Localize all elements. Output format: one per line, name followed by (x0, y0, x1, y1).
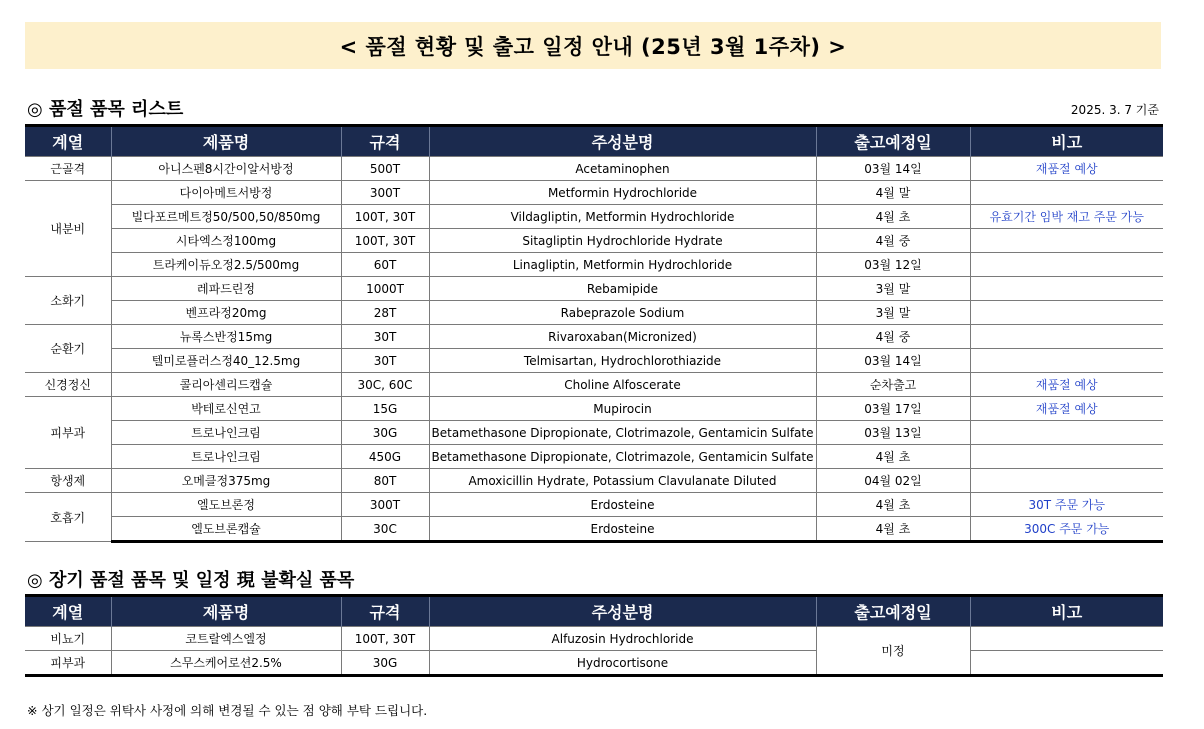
product-cell: 오메클정375mg (111, 469, 341, 493)
spec-cell: 30G (341, 651, 429, 676)
table-row (25, 325, 1163, 349)
header-note: 비고 (970, 596, 1163, 627)
table-row (25, 301, 1163, 325)
note-cell: 30T 주문 가능 (970, 493, 1163, 517)
table-row (25, 229, 1163, 253)
category-cell: 호흡기 (25, 493, 111, 542)
note-cell (970, 421, 1163, 445)
note-cell: 재품절 예상 (970, 397, 1163, 421)
product-cell: 트로나인크림 (111, 445, 341, 469)
product-cell: 시타엑스정100mg (111, 229, 341, 253)
product-cell: 박테로신연고 (111, 397, 341, 421)
table-row (25, 421, 1163, 445)
ingredient-cell: Rivaroxaban(Micronized) (429, 325, 816, 349)
spec-cell: 100T, 30T (341, 627, 429, 651)
header-category: 계열 (25, 126, 111, 157)
ingredient-cell: Hydrocortisone (429, 651, 816, 676)
header-spec: 규격 (341, 596, 429, 627)
table-row (25, 627, 1163, 651)
date-cell: 4월 초 (816, 493, 970, 517)
spec-cell: 300T (341, 181, 429, 205)
product-cell: 트로나인크림 (111, 421, 341, 445)
product-cell: 레파드린정 (111, 277, 341, 301)
spec-cell: 1000T (341, 277, 429, 301)
date-cell: 미정 (816, 627, 970, 676)
header-spec: 규격 (341, 126, 429, 157)
note-cell (970, 627, 1163, 651)
table-row (25, 373, 1163, 397)
product-cell: 빌다포르메트정50/500,50/850mg (111, 205, 341, 229)
note-cell (970, 651, 1163, 676)
note-cell (970, 325, 1163, 349)
ingredient-cell: Acetaminophen (429, 157, 816, 181)
ingredient-cell: Vildagliptin, Metformin Hydrochloride (429, 205, 816, 229)
product-cell: 아니스펜8시간이알서방정 (111, 157, 341, 181)
date-cell: 4월 말 (816, 181, 970, 205)
spec-cell: 30C, 60C (341, 373, 429, 397)
date-cell: 4월 중 (816, 325, 970, 349)
header-ingredient: 주성분명 (429, 596, 816, 627)
spec-cell: 30T (341, 325, 429, 349)
category-cell: 항생제 (25, 469, 111, 493)
product-cell: 벤프라정20mg (111, 301, 341, 325)
note-cell (970, 253, 1163, 277)
spec-cell: 30T (341, 349, 429, 373)
category-cell: 근골격 (25, 157, 111, 181)
page-title-banner (25, 22, 1161, 69)
category-cell: 신경정신 (25, 373, 111, 397)
ingredient-cell: Erdosteine (429, 493, 816, 517)
product-cell: 엘도브론캡슐 (111, 517, 341, 542)
header-note: 비고 (970, 126, 1163, 157)
ingredient-cell: Alfuzosin Hydrochloride (429, 627, 816, 651)
header-date: 출고예정일 (816, 596, 970, 627)
ingredient-cell: Telmisartan, Hydrochlorothiazide (429, 349, 816, 373)
note-cell: 재품절 예상 (970, 157, 1163, 181)
spec-cell: 80T (341, 469, 429, 493)
ingredient-cell: Amoxicillin Hydrate, Potassium Clavulanate Diluted (429, 469, 816, 493)
table-row (25, 157, 1163, 181)
table-row (25, 181, 1163, 205)
table-row (25, 517, 1163, 542)
header-date: 출고예정일 (816, 126, 970, 157)
header-product: 제품명 (111, 126, 341, 157)
spec-cell: 15G (341, 397, 429, 421)
note-cell (970, 181, 1163, 205)
ingredient-cell: Sitagliptin Hydrochloride Hydrate (429, 229, 816, 253)
soldout-table (25, 124, 1163, 543)
spec-cell: 100T, 30T (341, 229, 429, 253)
ingredient-cell: Choline Alfoscerate (429, 373, 816, 397)
spec-cell: 28T (341, 301, 429, 325)
date-cell: 4월 초 (816, 445, 970, 469)
date-cell: 4월 초 (816, 517, 970, 542)
category-cell: 피부과 (25, 651, 111, 676)
product-cell: 다이아메트서방정 (111, 181, 341, 205)
date-cell: 순차출고 (816, 373, 970, 397)
category-cell: 내분비 (25, 181, 111, 277)
note-cell (970, 277, 1163, 301)
product-cell: 스무스케어로션2.5% (111, 651, 341, 676)
date-cell: 03월 13일 (816, 421, 970, 445)
category-cell: 순환기 (25, 325, 111, 373)
ingredient-cell: Metformin Hydrochloride (429, 181, 816, 205)
date-cell: 03월 14일 (816, 349, 970, 373)
table-header-row (25, 126, 1163, 157)
table-header-row (25, 596, 1163, 627)
spec-cell: 450G (341, 445, 429, 469)
note-cell (970, 469, 1163, 493)
category-cell: 피부과 (25, 397, 111, 469)
date-cell: 3월 말 (816, 301, 970, 325)
ingredient-cell: Rebamipide (429, 277, 816, 301)
table-row (25, 253, 1163, 277)
date-cell: 03월 12일 (816, 253, 970, 277)
ingredient-cell: Linagliptin, Metformin Hydrochloride (429, 253, 816, 277)
spec-cell: 30C (341, 517, 429, 542)
table-row (25, 277, 1163, 301)
date-cell: 3월 말 (816, 277, 970, 301)
note-cell: 300C 주문 가능 (970, 517, 1163, 542)
header-category: 계열 (25, 596, 111, 627)
ingredient-cell: Mupirocin (429, 397, 816, 421)
basis-date: 2025. 3. 7 기준 (1070, 103, 1159, 117)
product-cell: 텔미로플러스정40_12.5mg (111, 349, 341, 373)
spec-cell: 100T, 30T (341, 205, 429, 229)
spec-cell: 500T (341, 157, 429, 181)
uncertain-table (25, 594, 1163, 677)
note-cell: 재품절 예상 (970, 373, 1163, 397)
table-row (25, 469, 1163, 493)
section1-heading: ◎ 품절 품목 리스트 (27, 99, 184, 120)
table-row (25, 445, 1163, 469)
table-row (25, 397, 1163, 421)
note-cell (970, 301, 1163, 325)
date-cell: 04월 02일 (816, 469, 970, 493)
date-cell: 03월 17일 (816, 397, 970, 421)
product-cell: 코트랄엑스엘정 (111, 627, 341, 651)
note-cell (970, 349, 1163, 373)
note-cell (970, 229, 1163, 253)
table-row (25, 349, 1163, 373)
product-cell: 엘도브론정 (111, 493, 341, 517)
table-row (25, 651, 1163, 676)
page-title: < 품절 현황 및 출고 일정 안내 (25년 3월 1주차) > (339, 34, 847, 59)
table-row (25, 205, 1163, 229)
header-product: 제품명 (111, 596, 341, 627)
header-ingredient: 주성분명 (429, 126, 816, 157)
product-cell: 콜리아센리드캡슐 (111, 373, 341, 397)
spec-cell: 300T (341, 493, 429, 517)
date-cell: 03월 14일 (816, 157, 970, 181)
ingredient-cell: Rabeprazole Sodium (429, 301, 816, 325)
ingredient-cell: Betamethasone Dipropionate, Clotrimazole, Gentamicin Sulfate (429, 421, 816, 445)
note-cell: 유효기간 임박 재고 주문 가능 (970, 205, 1163, 229)
date-cell: 4월 초 (816, 205, 970, 229)
note-cell (970, 445, 1163, 469)
table-row (25, 493, 1163, 517)
category-cell: 소화기 (25, 277, 111, 325)
spec-cell: 30G (341, 421, 429, 445)
section2-heading: ◎ 장기 품절 품목 및 일정 現 불확실 품목 (27, 570, 355, 591)
ingredient-cell: Betamethasone Dipropionate, Clotrimazole, Gentamicin Sulfate (429, 445, 816, 469)
category-cell: 비뇨기 (25, 627, 111, 651)
date-cell: 4월 중 (816, 229, 970, 253)
product-cell: 트라케이듀오정2.5/500mg (111, 253, 341, 277)
spec-cell: 60T (341, 253, 429, 277)
ingredient-cell: Erdosteine (429, 517, 816, 542)
footnote: ※ 상기 일정은 위탁사 사정에 의해 변경될 수 있는 점 양해 부탁 드립니다. (27, 703, 428, 718)
product-cell: 뉴록스반정15mg (111, 325, 341, 349)
